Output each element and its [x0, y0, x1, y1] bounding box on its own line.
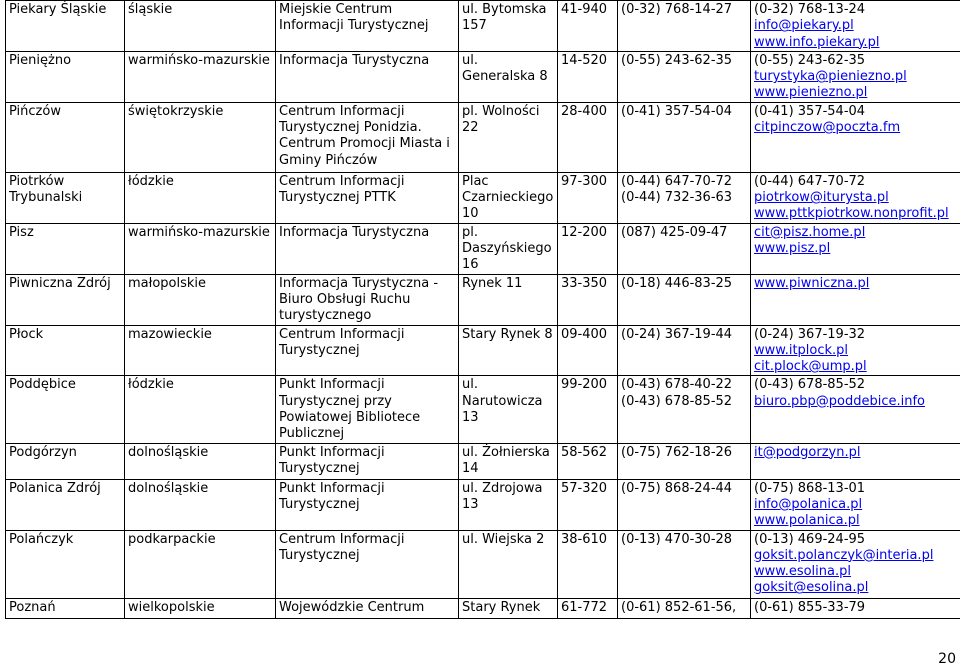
- contact-phone: (0-75) 868-13-01: [754, 480, 866, 496]
- cell-name: Informacja Turystyczna - Biuro Obsługi Ruchu turystycznego: [276, 274, 459, 325]
- cell-city: Polańczyk: [6, 530, 125, 598]
- contact-phone: (0-32) 768-13-24: [754, 2, 866, 17]
- table-row: [6, 598, 960, 618]
- phone-number: (0-32) 768-14-27: [621, 2, 733, 17]
- cell-postal: 57-320: [558, 479, 618, 530]
- table-row: [6, 376, 960, 443]
- cell-region: wielkopolskie: [125, 598, 276, 618]
- table-row: [6, 1, 960, 52]
- cell-address: Stary Rynek 8: [459, 325, 558, 376]
- cell-phones: [618, 1, 751, 52]
- cell-postal: 28-400: [558, 102, 618, 172]
- cell-name: Miejskie Centrum Informacji Turystycznej: [276, 1, 459, 52]
- cell-phones: [618, 102, 751, 172]
- cell-contacts: [751, 172, 960, 223]
- cell-name: Punkt Informacji Turystycznej: [276, 479, 459, 530]
- contact-phone: (0-43) 678-85-52: [754, 377, 866, 393]
- phone-number: (0-41) 357-54-04: [621, 103, 733, 119]
- contact-phone: (0-61) 855-33-79: [754, 599, 866, 615]
- cell-city: Piwniczna Zdrój: [6, 274, 125, 325]
- website-link[interactable]: www.polanica.pl: [754, 513, 860, 529]
- cell-address: ul. Narutowicza 13: [459, 376, 558, 443]
- website-link[interactable]: www.piwniczna.pl: [754, 275, 870, 291]
- cell-region: łódzkie: [125, 172, 276, 223]
- email-link[interactable]: info@polanica.pl: [754, 496, 863, 512]
- email-link[interactable]: biuro.pbp@poddebice.info: [754, 393, 926, 409]
- tourist-info-table: [5, 0, 960, 619]
- phone-number: (0-43) 678-85-52: [621, 393, 733, 409]
- table-row: [6, 443, 960, 479]
- email-link[interactable]: goksit@esolina.pl: [754, 580, 869, 596]
- cell-phones: [618, 376, 751, 443]
- cell-phones: [618, 51, 751, 102]
- cell-contacts: [751, 1, 960, 52]
- cell-city: Pińczów: [6, 102, 125, 172]
- cell-phones: [618, 443, 751, 479]
- email-link[interactable]: citpinczow@poczta.fm: [754, 120, 901, 136]
- cell-name: Informacja Turystyczna: [276, 223, 459, 274]
- cell-postal: 33-350: [558, 274, 618, 325]
- table-row: [6, 102, 960, 172]
- cell-address: ul. Żołnierska 14: [459, 443, 558, 479]
- cell-city: Piekary Śląskie: [6, 1, 125, 52]
- website-link[interactable]: www.pisz.pl: [754, 240, 831, 256]
- website-link[interactable]: www.esolina.pl: [754, 564, 851, 580]
- phone-number: (0-44) 647-70-72: [621, 173, 733, 189]
- table-body: [6, 1, 960, 619]
- cell-region: łódzkie: [125, 376, 276, 443]
- table-row: [6, 530, 960, 598]
- cell-region: mazowieckie: [125, 325, 276, 376]
- contact-phone: (0-13) 469-24-95: [754, 531, 866, 547]
- cell-city: Płock: [6, 325, 125, 376]
- cell-city: Poddębice: [6, 376, 125, 443]
- cell-region: warmińsko-mazurskie: [125, 51, 276, 102]
- cell-name: Informacja Turystyczna: [276, 51, 459, 102]
- cell-phones: [618, 598, 751, 618]
- cell-contacts: [751, 530, 960, 598]
- table-row: [6, 274, 960, 325]
- cell-contacts: [751, 274, 960, 325]
- email-link[interactable]: cit@pisz.home.pl: [754, 224, 866, 240]
- phone-number: (0-75) 868-24-44: [621, 480, 733, 496]
- cell-postal: 99-200: [558, 376, 618, 443]
- phone-number: (0-44) 732-36-63: [621, 190, 733, 206]
- cell-postal: 09-400: [558, 325, 618, 376]
- email-link[interactable]: info@piekary.pl: [754, 18, 854, 34]
- website-link[interactable]: www.pttkpiotrkow.nonprofit.pl: [754, 206, 949, 222]
- cell-contacts: [751, 325, 960, 376]
- cell-region: warmińsko-mazurskie: [125, 223, 276, 274]
- table-row: [6, 325, 960, 376]
- email-link[interactable]: goksit.polanczyk@interia.pl: [754, 547, 934, 563]
- email-link[interactable]: turystyka@pieniezno.pl: [754, 69, 907, 85]
- cell-region: małopolskie: [125, 274, 276, 325]
- cell-city: Polanica Zdrój: [6, 479, 125, 530]
- phone-number: (0-13) 470-30-28: [621, 531, 733, 547]
- cell-region: dolnośląskie: [125, 443, 276, 479]
- table-row: [6, 51, 960, 102]
- cell-address: Plac Czarnieckiego 10: [459, 172, 558, 223]
- cell-phones: [618, 172, 751, 223]
- contact-phone: (0-24) 367-19-32: [754, 326, 866, 342]
- cell-phones: [618, 530, 751, 598]
- cell-address: Rynek 11: [459, 274, 558, 325]
- cell-phones: [618, 479, 751, 530]
- cell-postal: 61-772: [558, 598, 618, 618]
- cell-address: pl. Wolności 22: [459, 102, 558, 172]
- cell-phones: [618, 223, 751, 274]
- cell-city: Poznań: [6, 598, 125, 618]
- cell-postal: 41-940: [558, 1, 618, 52]
- cell-phones: [618, 325, 751, 376]
- website-link[interactable]: www.info.piekary.pl: [754, 34, 880, 50]
- cell-contacts: [751, 223, 960, 274]
- table-row: [6, 172, 960, 223]
- cell-name: Punkt Informacji Turystycznej: [276, 443, 459, 479]
- cell-postal: 38-610: [558, 530, 618, 598]
- cell-address: ul. Zdrojowa 13: [459, 479, 558, 530]
- email-link[interactable]: piotrkow@iturysta.pl: [754, 190, 889, 206]
- cell-name: Centrum Informacji Turystycznej PTTK: [276, 172, 459, 223]
- website-link[interactable]: www.pieniezno.pl: [754, 85, 868, 101]
- cell-name: Centrum Informacji Turystycznej: [276, 325, 459, 376]
- cell-region: podkarpackie: [125, 530, 276, 598]
- cell-address: ul. Generalska 8: [459, 51, 558, 102]
- email-link[interactable]: cit.plock@ump.pl: [754, 359, 867, 375]
- table-row: [6, 479, 960, 530]
- phone-number: (0-24) 367-19-44: [621, 326, 733, 342]
- phone-number: (0-43) 678-40-22: [621, 377, 733, 393]
- cell-contacts: [751, 376, 960, 443]
- cell-postal: 58-562: [558, 443, 618, 479]
- cell-address: ul. Bytomska 157: [459, 1, 558, 52]
- phone-number: (0-55) 243-62-35: [621, 52, 733, 68]
- contact-phone: (0-41) 357-54-04: [754, 103, 866, 119]
- cell-contacts: [751, 102, 960, 172]
- cell-region: dolnośląskie: [125, 479, 276, 530]
- cell-postal: 12-200: [558, 223, 618, 274]
- cell-postal: 14-520: [558, 51, 618, 102]
- page-number: 20: [938, 651, 956, 667]
- cell-region: świętokrzyskie: [125, 102, 276, 172]
- cell-city: Podgórzyn: [6, 443, 125, 479]
- cell-contacts: [751, 598, 960, 618]
- table-row: [6, 223, 960, 274]
- cell-name: Wojewódzkie Centrum: [276, 598, 459, 618]
- cell-name: Centrum Informacji Turystycznej: [276, 530, 459, 598]
- cell-contacts: [751, 443, 960, 479]
- cell-name: Punkt Informacji Turystycznej przy Powiatowej Bibliotece Publicznej: [276, 376, 459, 443]
- cell-postal: 97-300: [558, 172, 618, 223]
- contact-phone: (0-44) 647-70-72: [754, 173, 866, 189]
- cell-city: Piotrków Trybunalski: [6, 172, 125, 223]
- cell-contacts: [751, 479, 960, 530]
- cell-region: śląskie: [125, 1, 276, 52]
- phone-number: (0-75) 762-18-26: [621, 444, 733, 460]
- cell-name: Centrum Informacji Turystycznej Ponidzia. Centrum Promocji Miasta i Gminy Pińczów: [276, 102, 459, 172]
- cell-address: pl. Daszyńskiego 16: [459, 223, 558, 274]
- email-link[interactable]: it@podgorzyn.pl: [754, 444, 861, 460]
- cell-city: Pisz: [6, 223, 125, 274]
- contact-phone: (0-55) 243-62-35: [754, 52, 866, 68]
- cell-city: Pieniężno: [6, 51, 125, 102]
- phone-number: (087) 425-09-47: [621, 224, 728, 240]
- phone-number: (0-61) 852-61-56,: [621, 599, 737, 615]
- phone-number: (0-18) 446-83-25: [621, 275, 733, 291]
- cell-phones: [618, 274, 751, 325]
- cell-address: ul. Wiejska 2: [459, 530, 558, 598]
- cell-contacts: [751, 51, 960, 102]
- website-link[interactable]: www.itplock.pl: [754, 342, 849, 358]
- cell-address: Stary Rynek: [459, 598, 558, 618]
